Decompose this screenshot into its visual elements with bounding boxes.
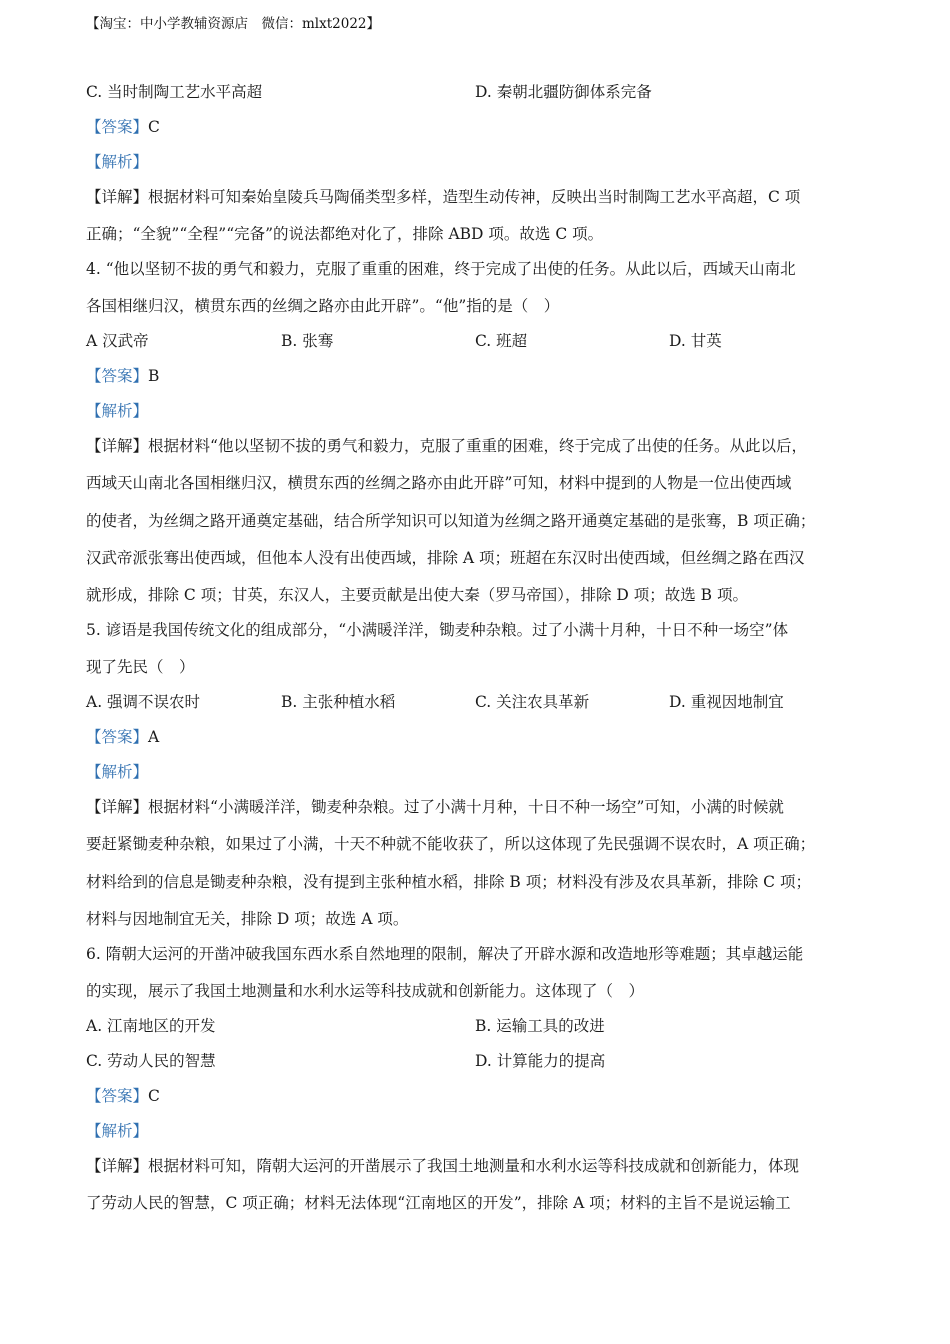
q4-detail-line: 西域天山南北各国相继归汉，横贯东西的丝绸之路亦由此开辟”可知，材料中提到的人物是一位出使西域 (86, 474, 792, 492)
detail-tag: 【详解】 (86, 188, 149, 206)
q3-detail-line: 正确；“全貌”“全程”“完备”的说法都绝对化了，排除 ABD 项。故选 C 项。 (86, 225, 604, 243)
q5-stem: 现了先民（ ） (86, 658, 195, 676)
analysis-tag: 【解析】 (86, 402, 149, 420)
q6-stem: 的实现，展示了我国土地测量和水利水运等科技成就和创新能力。这体现了（ ） (86, 982, 645, 1000)
q4-option-b: B. 张骞 (281, 332, 334, 350)
q6-analysis-tag (86, 1121, 148, 1141)
q4-detail-line (86, 436, 807, 456)
q4-detail-line: 汉武帝派张骞出使西域，但他本人没有出使西域，排除 A 项；班超在东汉时出使西域，但丝绸之路在西汉 (86, 549, 805, 567)
q5-option-c: C. 关注农具革新 (475, 693, 590, 711)
page-header: 【淘宝：中小学教辅资源店 微信：mlxt2022】 (86, 16, 381, 32)
q4-analysis-tag (86, 401, 148, 421)
q4-option-d: D. 甘英 (669, 332, 722, 350)
q5-detail-line: 材料给到的信息是锄麦种杂粮，没有提到主张种植水稻，排除 B 项；材料没有涉及农具革新，排除 C 项； (86, 873, 811, 891)
analysis-tag: 【解析】 (86, 153, 149, 171)
answer-tag: 【答案】 (86, 367, 149, 385)
q5-analysis-tag (86, 762, 148, 782)
q4-option-c: C. 班超 (475, 332, 528, 350)
q3-option-c: C. 当时制陶工艺水平高超 (86, 83, 263, 101)
q4-answer (86, 366, 159, 386)
q6-detail-line (86, 1156, 799, 1176)
q6-option-c: C. 劳动人民的智慧 (86, 1052, 216, 1070)
q5-option-b: B. 主张种植水稻 (281, 693, 396, 711)
q5-detail-line (86, 797, 784, 817)
q3-analysis-tag (86, 152, 148, 172)
q5-option-d: D. 重视因地制宜 (669, 693, 784, 711)
q6-answer (86, 1086, 160, 1106)
q6-option-d: D. 计算能力的提高 (475, 1052, 606, 1070)
q4-answer-value: B (148, 367, 160, 385)
q6-detail-line: 了劳动人民的智慧，C 项正确；材料无法体现“江南地区的开发”，排除 A 项；材料的主旨不是说运输工 (86, 1194, 791, 1212)
detail-tag: 【详解】 (86, 1157, 149, 1175)
q4-stem: 各国相继归汉，横贯东西的丝绸之路亦由此开辟”。“他”指的是（ ） (86, 297, 560, 315)
q6-option-a: A. 江南地区的开发 (86, 1017, 216, 1035)
analysis-tag: 【解析】 (86, 763, 149, 781)
q3-detail-text: 根据材料可知秦始皇陵兵马陶俑类型多样，造型生动传神，反映出当时制陶工艺水平高超，C 项 (148, 188, 801, 206)
q4-option-a: A 汉武帝 (86, 332, 149, 350)
answer-tag: 【答案】 (86, 1087, 149, 1105)
q3-answer-value: C (148, 118, 160, 136)
q5-detail-text: 根据材料“小满暖洋洋，锄麦种杂粮。过了小满十月种，十日不种一场空”可知，小满的时候就 (148, 798, 784, 816)
q4-detail-text: 根据材料“他以坚韧不拔的勇气和毅力，克服了重重的困难，终于完成了出使的任务。从此以后， (148, 437, 807, 455)
q5-detail-line: 要赶紧锄麦种杂粮，如果过了小满，十天不种就不能收获了，所以这体现了先民强调不误农时，A 项正确； (86, 835, 816, 853)
q4-stem: 4. “他以坚韧不拔的勇气和毅力，克服了重重的困难，终于完成了出使的任务。从此以后，西域天山南北 (86, 260, 796, 278)
q6-stem: 6. 隋朝大运河的开凿冲破我国东西水系自然地理的限制，解决了开辟水源和改造地形等难题；其卓越运能 (86, 945, 804, 963)
q5-option-a: A. 强调不误农时 (86, 693, 201, 711)
answer-tag: 【答案】 (86, 118, 149, 136)
q6-option-b: B. 运输工具的改进 (475, 1017, 605, 1035)
q5-stem: 5. 谚语是我国传统文化的组成部分，“小满暖洋洋，锄麦种杂粮。过了小满十月种，十日不种一场空”体 (86, 621, 789, 639)
q5-detail-line: 材料与因地制宜无关，排除 D 项；故选 A 项。 (86, 910, 409, 928)
answer-tag: 【答案】 (86, 728, 149, 746)
q4-detail-line: 的使者，为丝绸之路开通奠定基础，结合所学知识可以知道为丝绸之路开通奠定基础的是张骞，B 项正确； (86, 512, 816, 530)
q6-detail-text: 根据材料可知，隋朝大运河的开凿展示了我国土地测量和水利水运等科技成就和创新能力，体现 (148, 1157, 800, 1175)
q3-answer (86, 117, 160, 137)
q3-detail-line (86, 187, 800, 207)
q5-answer (86, 727, 159, 747)
q6-answer-value: C (148, 1087, 160, 1105)
q3-option-d: D. 秦朝北疆防御体系完备 (475, 83, 652, 101)
detail-tag: 【详解】 (86, 437, 149, 455)
q5-answer-value: A (148, 728, 160, 746)
analysis-tag: 【解析】 (86, 1122, 149, 1140)
q4-detail-line: 就形成，排除 C 项；甘英，东汉人，主要贡献是出使大秦（罗马帝国），排除 D 项；故选 B 项。 (86, 586, 748, 604)
detail-tag: 【详解】 (86, 798, 149, 816)
